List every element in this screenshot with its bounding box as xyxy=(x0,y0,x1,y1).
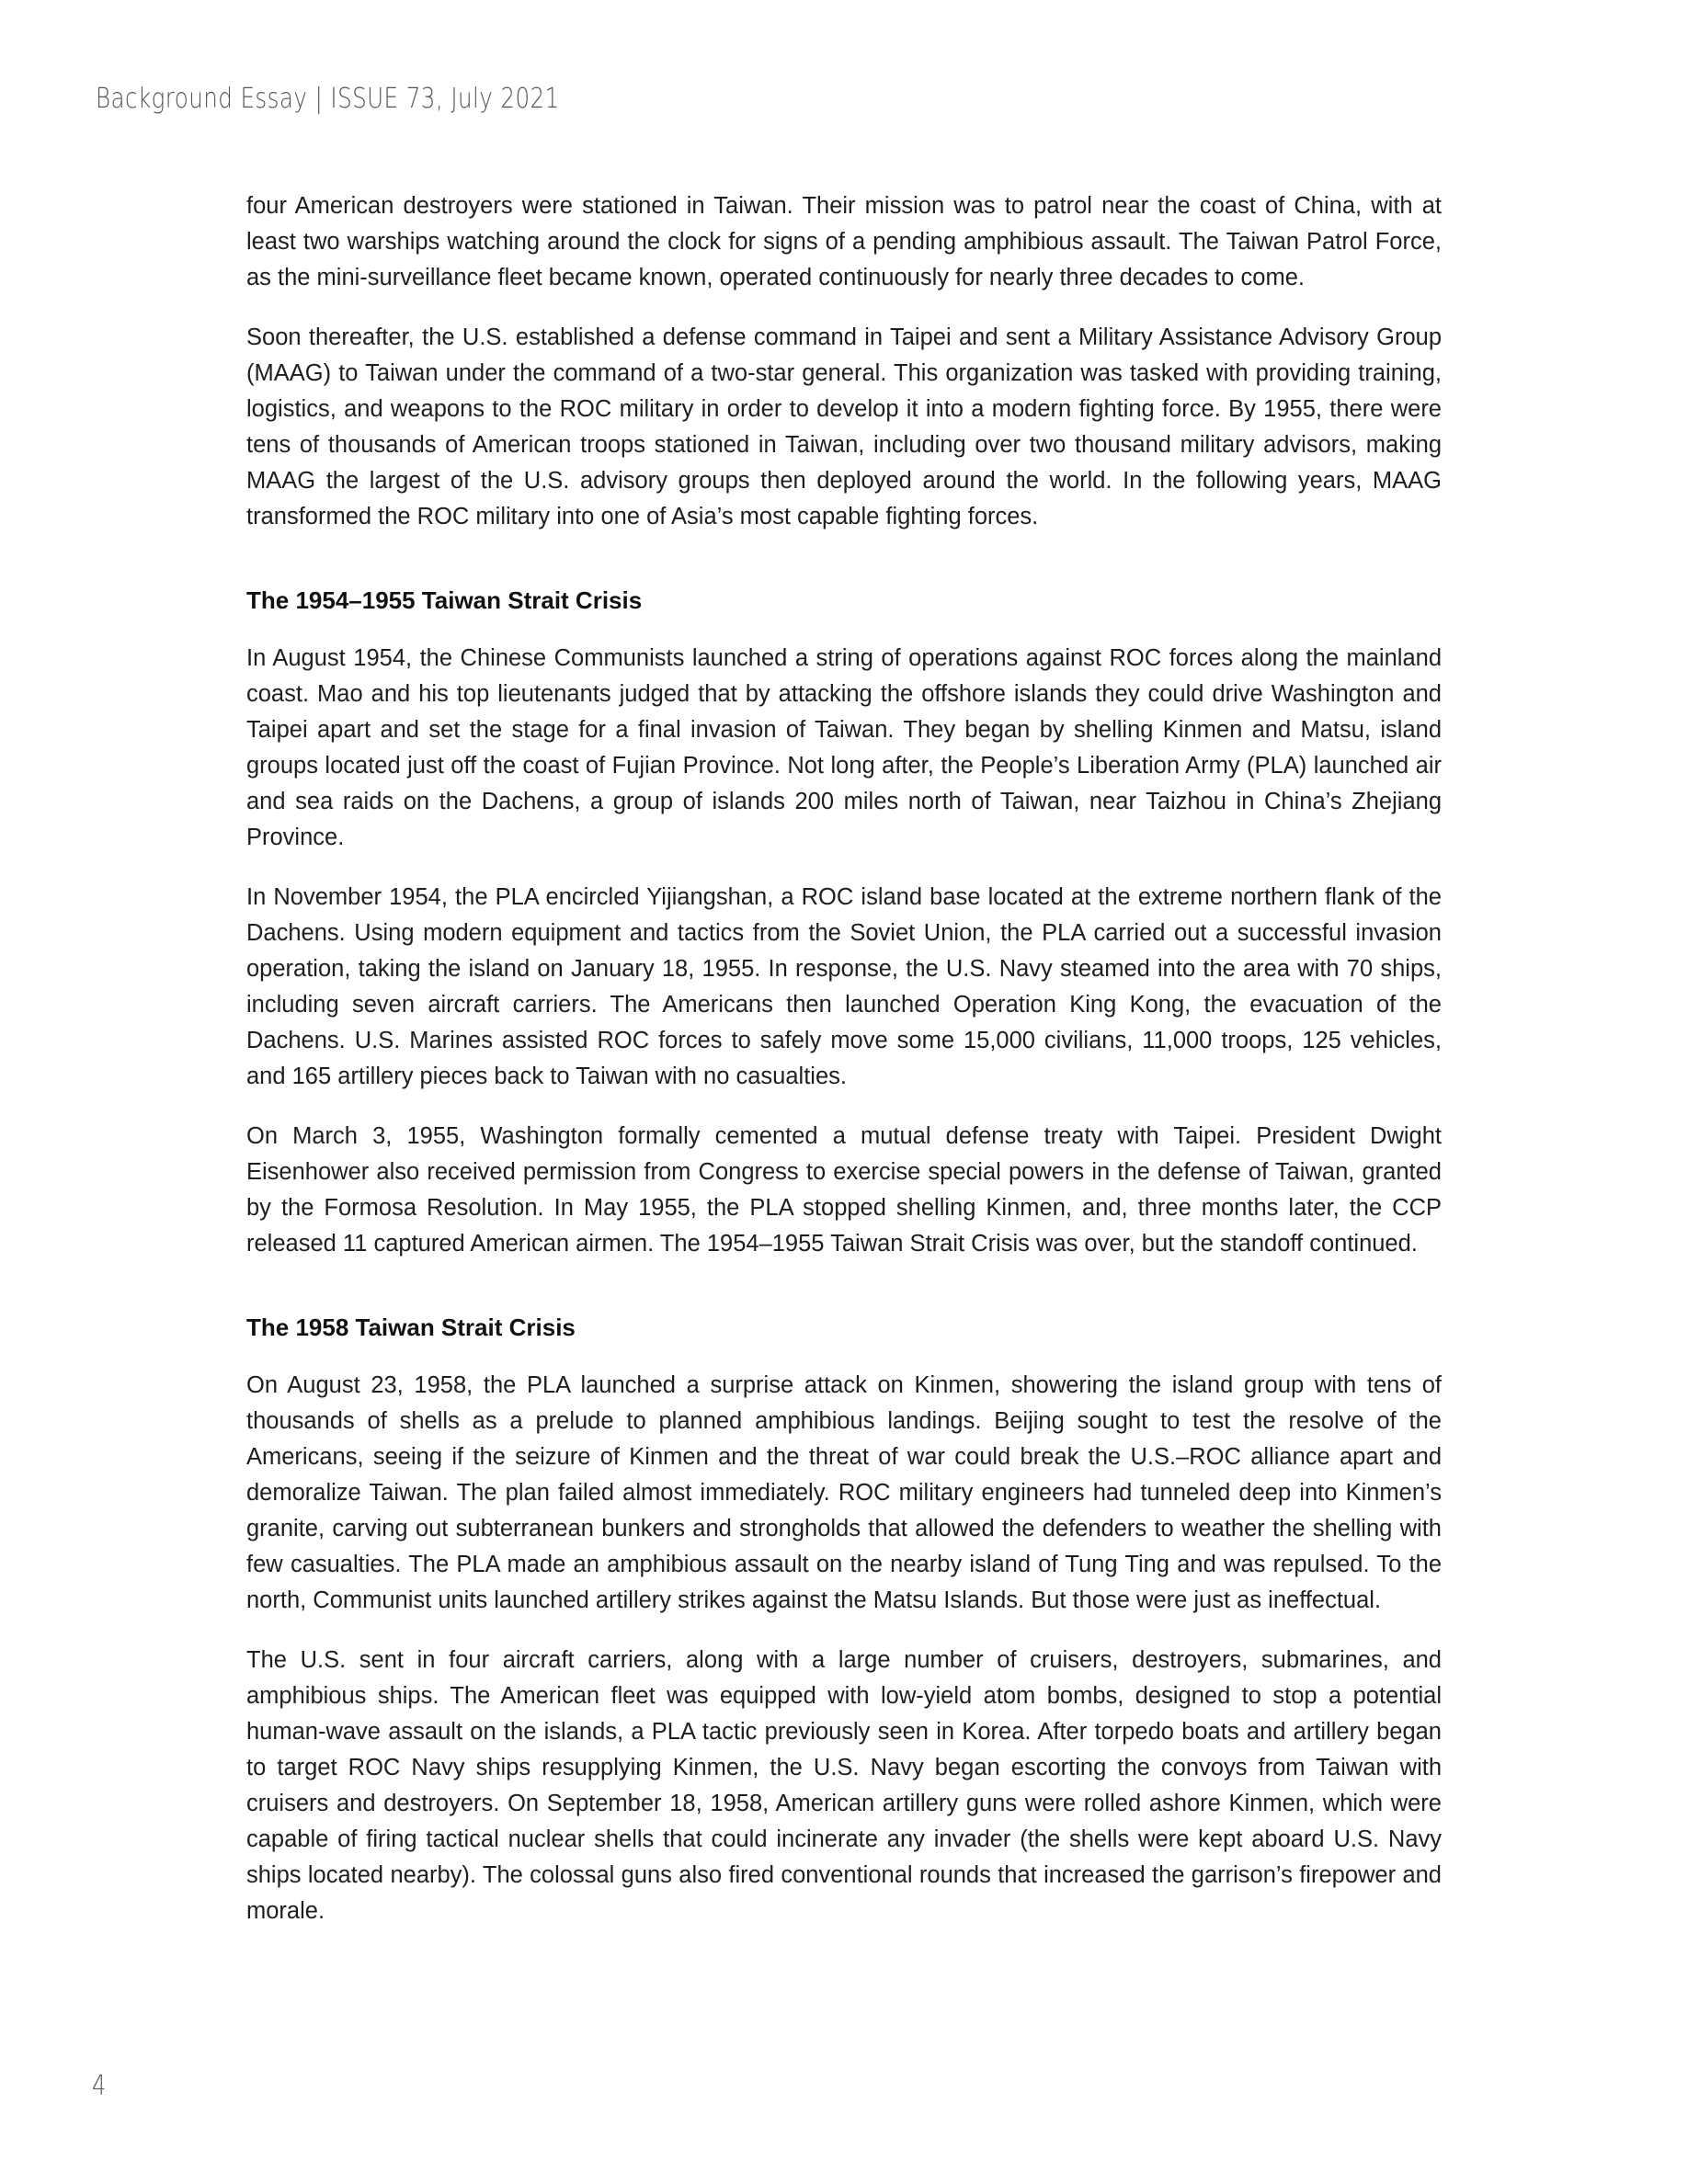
paragraph: In August 1954, the Chinese Communists launched a string of operations against ROC forces along the mainland coast. Mao and his top lieutenants judged that by attacking the offshore islands they could drive Washington and Taipei apart and set the stage for a final invasion of Taiwan. They began by shelling Kinmen and Matsu, island groups located just off the coast of Fujian Province. Not long after, the People’s Liberation Army (PLA) launched air and sea raids on the Dachens, a group of islands 200 miles north of Taiwan, near Taizhou in China’s Zhejiang Province. xyxy=(246,645,1442,850)
header-section-title: Background Essay xyxy=(96,83,308,115)
header-issue: ISSUE 73, July 2021 xyxy=(330,83,560,115)
paragraph: The U.S. sent in four aircraft carriers, along with a large number of cruisers, destroyers, submarines, and amphibious ships. The American fleet was equipped with low-yield atom bombs, designed to stop a potential human-wave assault on the islands, a PLA tactic previously seen in Korea. After torpedo boats and artillery began to target ROC Navy ships resupplying Kinmen, the U.S. Navy began escorting the convoys from Taiwan with cruisers and destroyers. On September 18, 1958, American artillery guns were rolled ashore Kinmen, which were capable of firing tactical nuclear shells that could incinerate any invader (the shells were kept aboard U.S. Navy ships located nearby). The colossal guns also fired conventional rounds that increased the garrison’s firepower and morale. xyxy=(246,1647,1442,1924)
section-heading-1954-crisis: The 1954–1955 Taiwan Strait Crisis xyxy=(246,586,643,614)
article-body xyxy=(246,188,1442,1953)
section-heading-1958-crisis: The 1958 Taiwan Strait Crisis xyxy=(246,1314,576,1341)
header-separator: | xyxy=(314,83,324,115)
running-header xyxy=(96,83,560,115)
paragraph: Soon thereafter, the U.S. established a defense command in Taipei and sent a Military Assistance Advisory Group (MAAG) to Taiwan under the command of a two-star general. This organization was tasked with providing training, logistics, and weapons to the ROC military in order to develop it into a modern fighting force. By 1955, there were tens of thousands of American troops stationed in Taiwan, including over two thousand military advisors, making MAAG the largest of the U.S. advisory groups then deployed around the world. In the following years, MAAG transformed the ROC military into one of Asia’s most capable fighting forces. xyxy=(246,324,1442,529)
paragraph: On March 3, 1955, Washington formally cemented a mutual defense treaty with Taipei. President Dwight Eisenhower also received permission from Congress to exercise special powers in the defense of Taiwan, granted by the Formosa Resolution. In May 1955, the PLA stopped shelling Kinmen, and, three months later, the CCP released 11 captured American airmen. The 1954–1955 Taiwan Strait Crisis was over, but the standoff continued. xyxy=(246,1123,1442,1257)
paragraph: four American destroyers were stationed in Taiwan. Their mission was to patrol near the coast of China, with at least two warships watching around the clock for signs of a pending amphibious assault. The Taiwan Patrol Force, as the mini-surveillance fleet became known, operated continuously for nearly three decades to come. xyxy=(246,193,1442,290)
page-number: 4 xyxy=(92,2070,107,2102)
paragraph: On August 23, 1958, the PLA launched a surprise attack on Kinmen, showering the island group with tens of thousands of shells as a prelude to planned amphibious landings. Beijing sought to test the resolve of the Americans, seeing if the seizure of Kinmen and the threat of war could break the U.S.–ROC alliance apart and demoralize Taiwan. The plan failed almost immediately. ROC military engineers had tunneled deep into Kinmen’s granite, carving out subterranean bunkers and strongholds that allowed the defenders to weather the shelling with few casualties. The PLA made an amphibious assault on the nearby island of Tung Ting and was repulsed. To the north, Communist units launched artillery strikes against the Matsu Islands. But those were just as ineffectual. xyxy=(246,1372,1442,1613)
paragraph: In November 1954, the PLA encircled Yijiangshan, a ROC island base located at the extreme northern flank of the Dachens. Using modern equipment and tactics from the Soviet Union, the PLA carried out a successful invasion operation, taking the island on January 18, 1955. In response, the U.S. Navy steamed into the area with 70 ships, including seven aircraft carriers. The Americans then launched Operation King Kong, the evacuation of the Dachens. U.S. Marines assisted ROC forces to safely move some 15,000 civilians, 11,000 troops, 125 vehicles, and 165 artillery pieces back to Taiwan with no casualties. xyxy=(246,884,1442,1089)
